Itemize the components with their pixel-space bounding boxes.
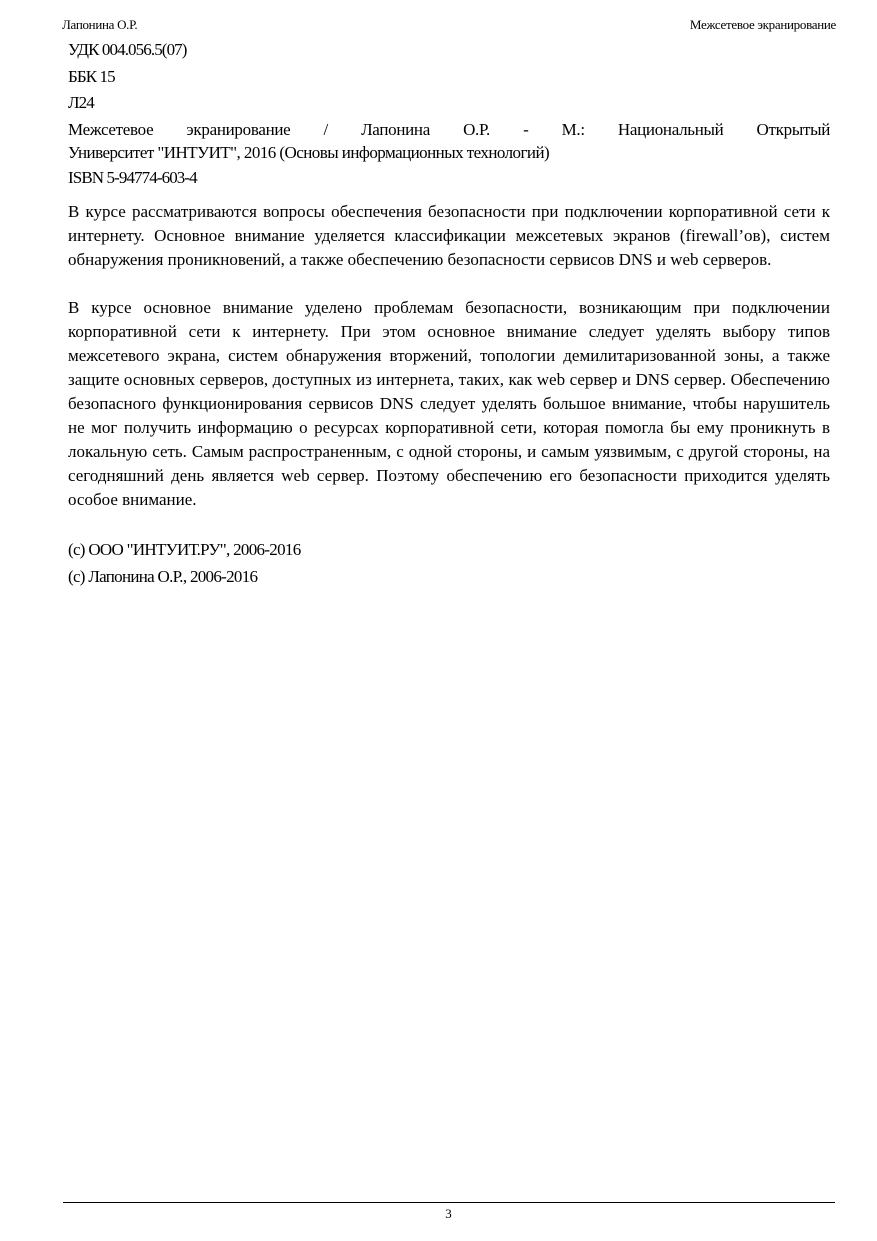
annotation-paragraph: В курсе рассматриваются вопросы обеспечения безопасности при подключении корпоративной сети к интернету. Основное внимание уделяется классификации межсетевых экранов (firewall’ов), систем обнаружения проникновений, а также обеспечению безопасности сервисов DNS и web серверов. (68, 202, 830, 269)
author-mark: Л24 (68, 93, 94, 112)
isbn: ISBN 5-94774-603-4 (68, 168, 197, 187)
copyright-author: (c) Лапонина О.Р., 2006-2016 (68, 567, 258, 586)
citation-line-1: Межсетевое экранирование / Лапонина О.Р. - М.: Национальный Открытый (68, 120, 830, 139)
copyright-publisher: (c) ООО "ИНТУИТ.РУ", 2006-2016 (68, 540, 301, 559)
bbk-code: ББК 15 (68, 67, 115, 86)
bibliographic-citation (68, 118, 830, 164)
header-author: Лапонина О.Р. (62, 17, 138, 32)
footer-divider (63, 1202, 835, 1203)
running-header (62, 17, 836, 35)
page-number: 3 (445, 1206, 452, 1221)
citation-line-2: Университет "ИНТУИТ", 2016 (Основы информационных технологий) (68, 143, 550, 162)
udk-code: УДК 004.056.5(07) (68, 40, 187, 59)
header-book-title: Межсетевое экранирование (689, 17, 836, 32)
description-paragraph: В курсе основное внимание уделено проблемам безопасности, возникающим при подключении корпоративной сети к интернету. При этом основное внимание следует уделять выбору типов межсетевого экрана, систем обнаружения вторжений, топологии демилитаризованной зоны, а также защите основных серверов, доступных из интернета, таких, как web сервер и DNS сервер. Обеспечению безопасного функционирования сервисов DNS следует уделять большое внимание, чтобы нарушитель не мог получить информацию о ресурсах корпоративной сети, которая помогла бы ему проникнуть в локальную сеть. Самым распространенным, с одной стороны, и самым уязвимым, с другой стороны, на сегодняшний день является web сервер. Поэтому обеспечению его безопасности приходится уделять особое внимание. (68, 298, 830, 509)
